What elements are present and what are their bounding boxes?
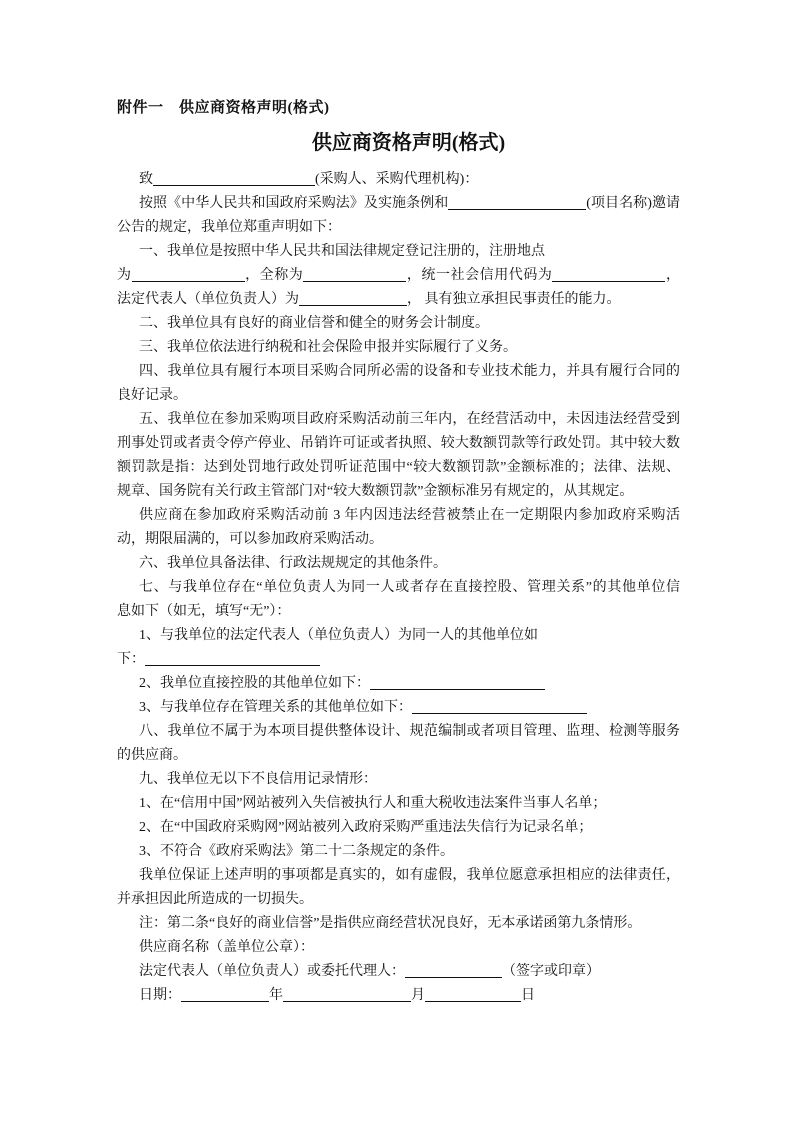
- text-segment: 的供应商。: [117, 748, 187, 763]
- text-line: [117, 792, 680, 816]
- paragraph: [117, 792, 680, 816]
- paragraph: [117, 840, 680, 864]
- text-segment: 按照《中华人民共和国政府采购法》及实施条例和: [139, 196, 449, 211]
- text-line: [117, 264, 680, 288]
- fill-in-blank-underline: [448, 195, 586, 210]
- text-line: [117, 600, 680, 624]
- fill-in-blank-underline: [552, 267, 665, 282]
- text-segment: (采购人、采购代理机构)：: [315, 172, 479, 187]
- text-line: [117, 360, 680, 384]
- paragraph: [117, 720, 680, 768]
- text-line: [117, 432, 680, 456]
- text-line: [117, 312, 680, 336]
- text-line: [117, 816, 680, 840]
- attachment-heading: 附件一 供应商资格声明(格式): [117, 100, 330, 116]
- text-line: [117, 216, 680, 240]
- text-segment: 1、与我单位的法定代表人（单位负责人）为同一人的其他单位如: [139, 628, 538, 643]
- text-segment: 息如下（如无，填写“无”）：: [117, 604, 291, 619]
- paragraph: [117, 960, 680, 984]
- text-line: [117, 288, 680, 312]
- text-line: [117, 408, 680, 432]
- text-segment: 3、不符合《政府采购法》第二十二条规定的条件。: [139, 844, 454, 859]
- text-segment: 额罚款是指：达到处罚地行政处罚听证范围中“较大数额罚款”金额标准的；法律、法规、: [117, 460, 680, 475]
- text-segment: 法定代表人（单位负责人）为: [117, 292, 299, 307]
- document-content: [117, 96, 680, 1008]
- text-line: [117, 504, 680, 528]
- text-line: [117, 240, 680, 264]
- text-line: [117, 192, 680, 216]
- fill-in-blank-underline: [303, 267, 406, 282]
- text-line: [117, 768, 680, 792]
- text-segment: 五、我单位在参加采购项目政府采购活动前三年内，在经营活动中，未因违法经营受到: [139, 412, 680, 427]
- fill-in-blank-underline: [299, 291, 407, 306]
- text-segment: 动，期限届满的，可以参加政府采购活动。: [117, 532, 383, 547]
- text-segment: 月: [411, 988, 425, 1003]
- text-segment: 并承担因此所造成的一切损失。: [117, 892, 313, 907]
- document-body: [117, 168, 680, 1008]
- fill-in-blank-underline: [412, 699, 587, 714]
- paragraph: [117, 864, 680, 912]
- text-segment: 二、我单位具有良好的商业信誉和健全的财务会计制度。: [139, 316, 489, 331]
- text-segment: ， 具有独立承担民事责任的能力。: [407, 292, 621, 307]
- text-segment: 供应商名称（盖单位公章）：: [139, 940, 314, 955]
- fill-in-blank-underline: [132, 267, 245, 282]
- text-segment: 供应商在参加政府采购活动前 3 年内因违法经营被禁止在一定期限内参加政府采购活: [139, 508, 680, 523]
- text-segment: 法定代表人（单位负责人）或委托代理人：: [139, 964, 405, 979]
- text-segment: 2、我单位直接控股的其他单位如下：: [139, 676, 370, 691]
- text-line: [117, 528, 680, 552]
- text-segment: 六、我单位具备法律、行政法规规定的其他条件。: [139, 556, 447, 571]
- page-title: 供应商资格声明(格式): [311, 132, 506, 154]
- text-segment: 三、我单位依法进行纳税和社会保险申报并实际履行了义务。: [139, 340, 517, 355]
- text-segment: 2、在“中国政府采购网”网站被列入政府采购严重违法失信行为记录名单；: [139, 820, 593, 835]
- fill-in-blank-underline: [145, 651, 320, 666]
- text-line: [117, 912, 680, 936]
- text-line: [117, 336, 680, 360]
- text-segment: ，: [665, 268, 681, 283]
- paragraph: [117, 504, 680, 552]
- paragraph: [117, 576, 680, 624]
- paragraph: [117, 984, 680, 1008]
- fill-in-blank-underline: [405, 963, 502, 978]
- text-line: [117, 984, 680, 1008]
- text-segment: ，全称为: [244, 268, 304, 283]
- text-line: [117, 480, 680, 504]
- text-line: [117, 936, 680, 960]
- text-line: [117, 840, 680, 864]
- paragraph: [117, 360, 680, 408]
- text-segment: 1、在“信用中国”网站被列入失信被执行人和重大税收违法案件当事人名单；: [139, 796, 607, 811]
- text-line: [117, 552, 680, 576]
- text-segment: ，统一社会信用代码为: [406, 268, 553, 283]
- text-segment: 日: [521, 988, 535, 1003]
- fill-in-blank-underline: [370, 675, 545, 690]
- text-segment: 八、我单位不属于为本项目提供整体设计、规范编制或者项目管理、监理、检测等服务: [139, 724, 680, 739]
- paragraph: [117, 408, 680, 504]
- text-line: [117, 384, 680, 408]
- text-line: [117, 888, 680, 912]
- text-segment: 一、我单位是按照中华人民共和国法律规定登记注册的，注册地点: [139, 244, 545, 259]
- text-segment: （签字或印章）: [502, 964, 600, 979]
- paragraph: [117, 936, 680, 960]
- paragraph: [117, 192, 680, 240]
- paragraph: [117, 240, 680, 312]
- paragraph: [117, 696, 680, 720]
- text-segment: 刑事处罚或者责令停产停业、吊销许可证或者执照、较大数额罚款等行政处罚。其中较大数: [117, 436, 680, 451]
- text-line: [117, 168, 680, 192]
- text-segment: 九、我单位无以下不良信用记录情形：: [139, 772, 377, 787]
- text-segment: 良好记录。: [117, 388, 187, 403]
- paragraph: [117, 168, 680, 192]
- fill-in-blank-underline: [283, 987, 411, 1002]
- paragraph: [117, 336, 680, 360]
- text-line: [117, 672, 680, 696]
- text-segment: 3、与我单位存在管理关系的其他单位如下：: [139, 700, 412, 715]
- text-segment: 七、与我单位存在“单位负责人为同一人或者存在直接控股、管理关系”的其他单位信: [139, 580, 680, 595]
- text-segment: 公告的规定，我单位郑重声明如下：: [117, 220, 341, 235]
- text-line: [117, 456, 680, 480]
- paragraph: [117, 552, 680, 576]
- text-segment: 下：: [117, 652, 145, 667]
- fill-in-blank-underline: [425, 987, 521, 1002]
- text-segment: 注：第二条“良好的商业信誉”是指供应商经营状况良好，无本承诺函第九条情形。: [139, 916, 642, 931]
- text-line: [117, 720, 680, 744]
- paragraph: [117, 672, 680, 696]
- text-line: [117, 648, 680, 672]
- text-line: [117, 960, 680, 984]
- text-segment: 年: [269, 988, 283, 1003]
- text-segment: 四、我单位具有履行本项目采购合同所必需的设备和专业技术能力，并具有履行合同的: [139, 364, 680, 379]
- text-line: [117, 576, 680, 600]
- text-line: [117, 624, 680, 648]
- fill-in-blank-underline: [181, 987, 269, 1002]
- text-segment: 为: [117, 268, 132, 283]
- paragraph: [117, 768, 680, 792]
- paragraph: [117, 816, 680, 840]
- text-segment: 致: [139, 172, 153, 187]
- fill-in-blank-underline: [153, 171, 315, 186]
- text-segment: 我单位保证上述声明的事项都是真实的，如有虚假，我单位愿意承担相应的法律责任，: [139, 868, 680, 883]
- text-segment: (项目名称)邀请: [586, 196, 681, 211]
- paragraph: [117, 624, 680, 672]
- text-segment: 规章、国务院有关行政主管部门对“较大数额罚款”金额标准另有规定的，从其规定。: [117, 484, 634, 499]
- paragraph: [117, 312, 680, 336]
- text-line: [117, 744, 680, 768]
- paragraph: [117, 912, 680, 936]
- text-line: [117, 864, 680, 888]
- text-line: [117, 696, 680, 720]
- text-segment: 日期：: [139, 988, 181, 1003]
